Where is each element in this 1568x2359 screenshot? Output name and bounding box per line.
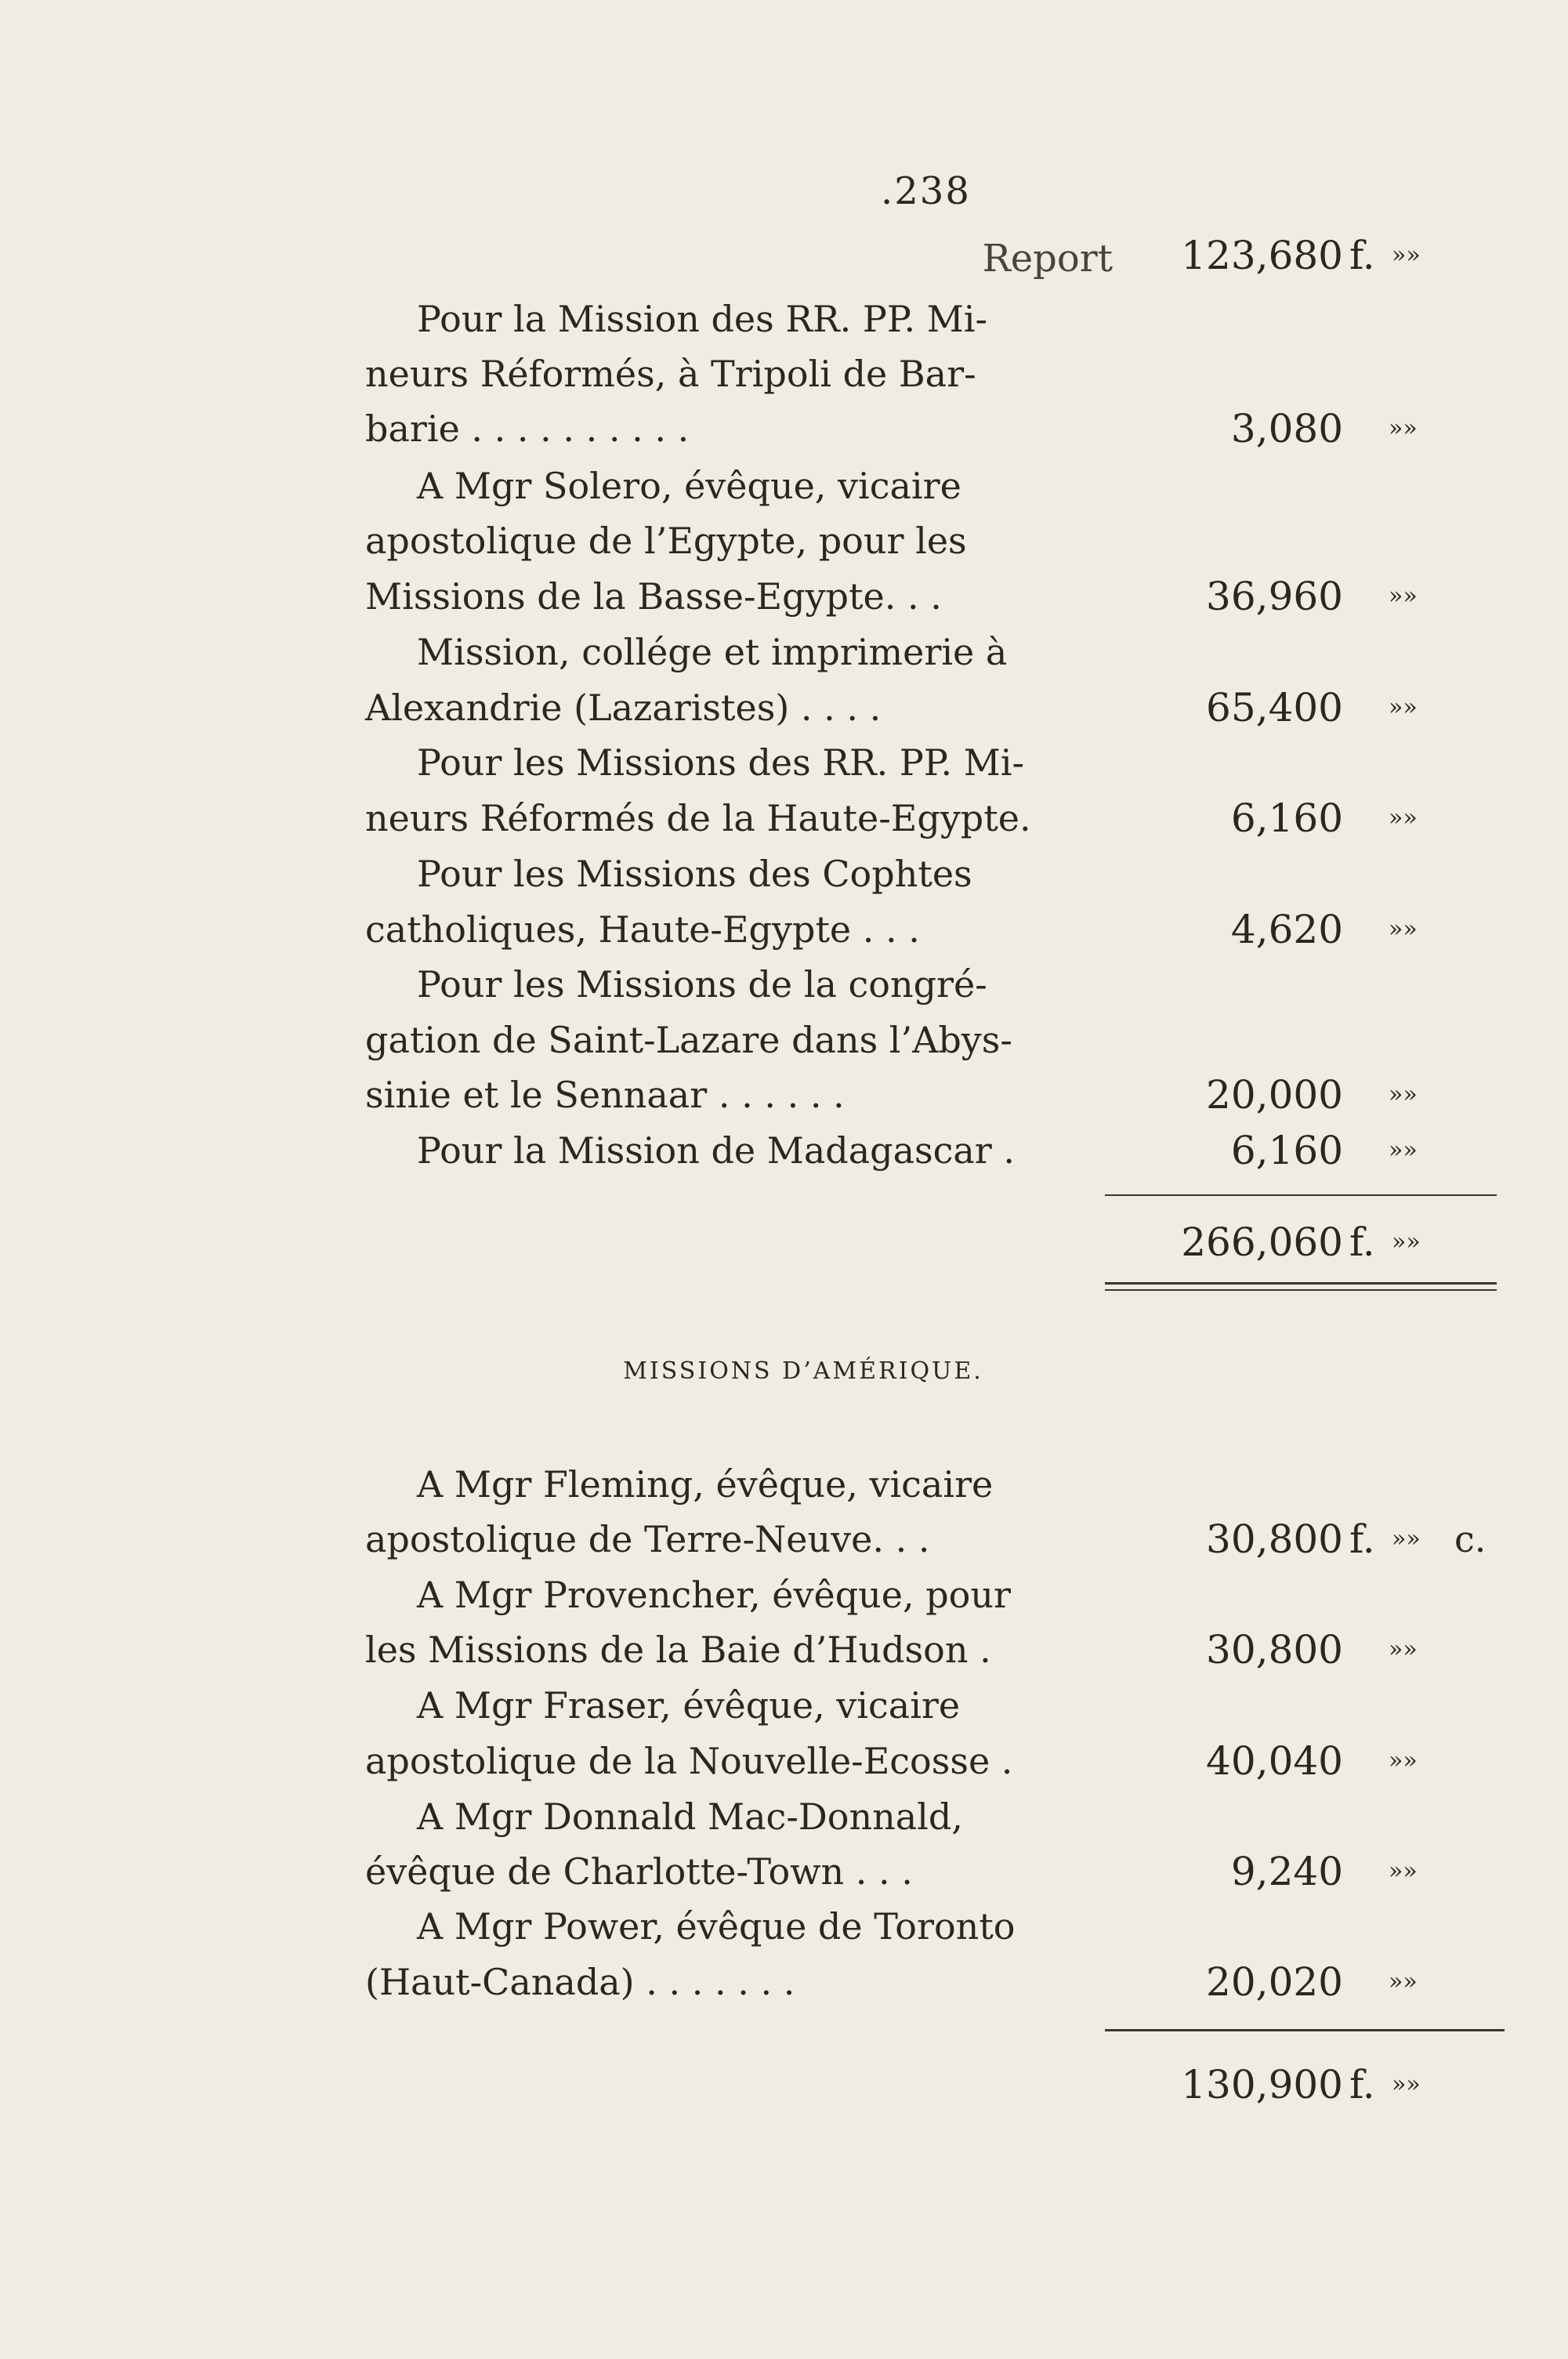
entry-amount: 20,000 (1206, 1072, 1343, 1118)
entry-line: évêque de Charlotte-Town . . . (365, 1850, 913, 1893)
entry-line: Pour les Missions des RR. PP. Mi- (417, 741, 1025, 784)
entry-line: Missions de la Basse-Egypte. . . (365, 575, 942, 618)
entry-line: Pour la Mission des RR. PP. Mi- (417, 298, 988, 340)
entry-amount: 36,960 (1206, 574, 1343, 619)
double-rule-top (1105, 1282, 1497, 1285)
entry-amount: 6,160 (1230, 1128, 1343, 1173)
section-heading: MISSIONS D’AMÉRIQUE. (623, 1357, 983, 1385)
entry-line: apostolique de la Nouvelle-Ecosse . (365, 1740, 1013, 1782)
entry-line: barie . . . . . . . . . . (365, 408, 690, 450)
entry-unit: f. (1349, 1516, 1375, 1562)
entry-line: A Mgr Solero, évêque, vicaire (417, 465, 961, 507)
entry-amount: 4,620 (1230, 907, 1343, 952)
entry-amount: 6,160 (1230, 795, 1343, 841)
entry-line: A Mgr Power, évêque de Toronto (417, 1905, 1016, 1948)
subtotal-amount: 266,060 (1181, 1219, 1343, 1265)
america-total-unit: f. (1349, 2062, 1375, 2107)
entry-line: Pour les Missions de la congré- (417, 963, 987, 1006)
entry-amount: 40,040 (1206, 1738, 1343, 1784)
report-amount: 123,680 (1181, 233, 1343, 278)
entry-amount: 65,400 (1206, 685, 1343, 730)
entry-line: gation de Saint-Lazare dans l’Abys- (365, 1019, 1012, 1061)
report-label: Report (982, 237, 1113, 281)
entry-cents: »» (1389, 804, 1418, 832)
sum-rule (1105, 1194, 1497, 1196)
entry-cents: »» (1392, 1525, 1421, 1553)
report-cents: »» (1392, 241, 1421, 269)
entry-line: A Mgr Fleming, évêque, vicaire (417, 1463, 994, 1506)
subtotal-cents: »» (1392, 1228, 1421, 1256)
entry-line: Mission, collége et imprimerie à (417, 631, 1008, 673)
entry-line: A Mgr Provencher, évêque, pour (417, 1574, 1011, 1616)
entry-cents: »» (1389, 1636, 1418, 1663)
entry-line: A Mgr Fraser, évêque, vicaire (417, 1684, 961, 1727)
entry-line: Pour les Missions des Cophtes (417, 853, 972, 895)
entry-cents: »» (1389, 694, 1418, 721)
entry-amount: 9,240 (1230, 1849, 1343, 1894)
double-rule-bottom (1105, 1289, 1497, 1291)
entry-centimes-label: c. (1454, 1518, 1487, 1560)
entry-line: Alexandrie (Lazaristes) . . . . (365, 687, 882, 729)
entry-line: sinie et le Sennaar . . . . . . (365, 1074, 845, 1116)
entry-cents: »» (1389, 1857, 1418, 1885)
entry-line: les Missions de la Baie d’Hudson . (365, 1629, 991, 1671)
entry-cents: »» (1389, 582, 1418, 610)
subtotal-unit: f. (1349, 1219, 1375, 1265)
entry-cents: »» (1389, 1968, 1418, 1995)
entry-amount: 20,020 (1206, 1959, 1343, 2005)
entry-line: A Mgr Donnald Mac-Donnald, (417, 1796, 963, 1838)
sum-rule (1105, 2029, 1505, 2031)
entry-cents: »» (1389, 1747, 1418, 1774)
entry-cents: »» (1389, 1081, 1418, 1108)
page-number: .238 (881, 169, 971, 213)
entry-line: apostolique de l’Egypte, pour les (365, 520, 967, 562)
entry-line: neurs Réformés, à Tripoli de Bar- (365, 353, 976, 395)
entry-cents: »» (1389, 415, 1418, 442)
entry-amount: 3,080 (1230, 406, 1343, 451)
entry-line: Pour la Mission de Madagascar . (417, 1129, 1016, 1172)
report-unit: f. (1349, 233, 1375, 278)
entry-cents: »» (1389, 1136, 1418, 1164)
entry-line: apostolique de Terre-Neuve. . . (365, 1518, 930, 1560)
entry-line: neurs Réformés de la Haute-Egypte. (365, 797, 1031, 839)
america-total-amount: 130,900 (1181, 2062, 1343, 2107)
entry-cents: »» (1389, 915, 1418, 943)
entry-line: catholiques, Haute-Egypte . . . (365, 908, 920, 951)
entry-amount: 30,800 (1206, 1627, 1343, 1672)
entry-line: (Haut-Canada) . . . . . . . (365, 1961, 795, 2003)
entry-amount: 30,800 (1206, 1516, 1343, 1562)
america-total-cents: »» (1392, 2071, 1421, 2098)
